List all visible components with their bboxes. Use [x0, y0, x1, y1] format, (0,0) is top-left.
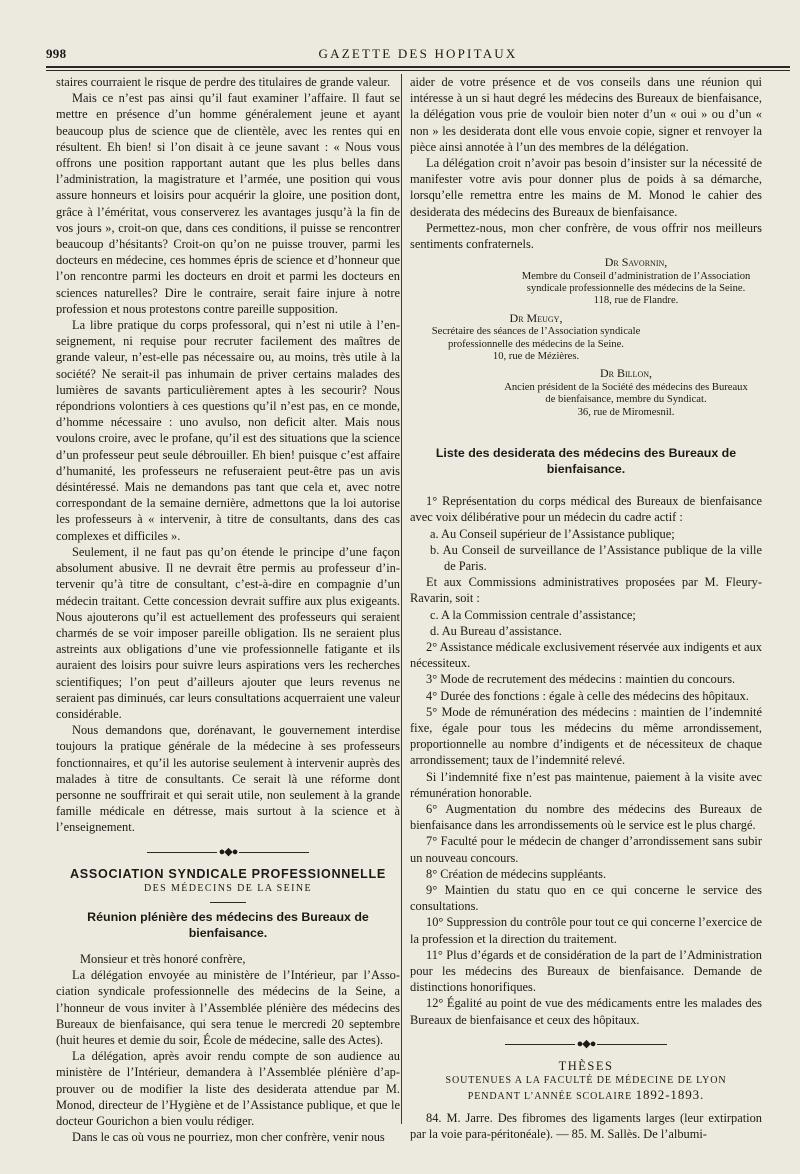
signature-line: professionnelle des médecins de la Seine.	[448, 338, 624, 350]
column-divider	[401, 74, 402, 1124]
list-item: 10° Suppression du contrôle pour tout ce qui concerne l’exercice de la profession et la direction du traitement.	[410, 915, 762, 946]
list-item: 3° Mode de recrutement des médecins : maintien du concours.	[426, 672, 736, 687]
article-paragraph: Mais ce n’est pas ainsi qu’il faut examiner l’affaire. Il faut se mettre en présence d’un homme généralement jeune et ayant beaucoup plus de science que de clientèle, avec les rentes qui en résultent. Eh bien! si l’on disait à ce jeune savant : « Nous vous offrons une position rapportant autant que les plus belles dans l’administration, la magistrature et l’armée, une position qui vous assure honneurs et loisirs pour acquérir la gloire, une position dont, grâce à l’éméritat, vous conserverez les avantages jusqu’à la fin de vos jours », croit-on que, dans ces conditions, il puisse se rencontrer beaucoup d’hésitants? Croit-on qu’on ne puisse trouver, parmi les docteurs en médecine, ces hommes épris de science et d’honneur que l’on rencontre parmi les docteurs en droit et parmi les docteurs en sciences naturelles? Dire le contraire, serait faire injure à notre profession et nous protestons contre pareille supposition.	[56, 91, 400, 316]
article-paragraph: staires courraient le risque de perdre des titulaires de grande valeur.	[56, 75, 391, 89]
page-header	[46, 44, 790, 64]
list-item: Si l’indemnité fixe n’est pas maintenue, paiement à la visite avec rémunération honorable.	[410, 769, 762, 800]
signature-name: Dr Savornin,	[604, 255, 668, 270]
list-subitem: d. Au Bureau d’assistance.	[430, 623, 562, 638]
letter-paragraph: La délégation, après avoir rendu compte de son audience au ministère de l’Intérieur, demandera à l’Assemblée plénière d’approuver ou de modifier la liste des desiderata attendue par M. Monod, directeur de l’Hygiène et de l’Assistance publique, et que le docteur Gourichon a bien voulu rédiger.	[56, 1049, 400, 1129]
signature-line: Secrétaire des séances de l’Association syndicale	[431, 326, 641, 338]
list-subitem: b. Au Conseil de surveillance de l’Assistance publique de la ville de Paris.	[430, 542, 762, 573]
theses-entry: 84. M. Jarre. Des fibromes des ligaments larges (leur extirpation par la voie para-péritonéale). — 85. M. Sallès. De l’albumi-	[410, 1111, 762, 1142]
running-title: GAZETTE DES HOPITAUX	[318, 46, 518, 61]
signature-line: Ancien président de la Société des médecins des Bureaux	[504, 381, 748, 393]
article-paragraph: La libre pratique du corps professoral, qui n’est ni utile à l’enseignement, ni requise pour recruter facilement des maîtres de grande valeur, n’est-elle pas nécessaire ou, au moins, très utile à la société? Ne serait-il pas inhumain de priver certains malades des lumières de savants particulièrement aptes à les secourir? Nous répondrions volontiers à ces questions qu’il n’est pas, en ce monde, d’homme nécessaire : uno avulso, non deficit alter. Mais nous voulons croire, avec le profane, qu’il est des situations que la science d’un professeur peut seule débrouiller. Eh bien! puisque c’est affaire d’humanité, les professeurs ne refuseraient peut-être pas un avis désintéressé. Mais ne demandons pas tant que cela et, avec notre correspondant de la semaine dernière, admettons que la loi autorise les professeurs à « intervenir, à titre de consultants, dans des cas complexes et difficiles ».	[56, 318, 400, 543]
theses-subtitle-2: PENDANT L’ANNÉE SCOLAIRE	[467, 1091, 633, 1103]
letter-paragraph: La délégation envoyée au ministère de l’Intérieur, par l’Association syndicale professionnelle des médecins de la Seine, a l’honneur de vous inviter à l’Assemblée plénière des médecins des Bureaux de bienfaisance, qui sera tenue le mercredi 20 septembre (huit heures et demie du soir, École de médecine, salle des Actes).	[56, 968, 400, 1048]
theses-title: THÈSES	[558, 1059, 614, 1074]
signature-line: syndicale professionnelle des médecins de la Seine.	[526, 283, 746, 295]
meeting-heading: Réunion plénière des médecins des Bureaux de bienfaisance.	[87, 910, 369, 941]
signature-name: Dr Meugy,	[509, 310, 563, 325]
page-number: 998	[46, 46, 67, 61]
theses-year-line	[410, 1088, 762, 1104]
signature-line: Membre du Conseil d’administration de l’Association	[521, 270, 751, 282]
header-rule-thin	[46, 70, 790, 71]
signature-line: 10, rue de Mézières.	[492, 351, 580, 363]
list-item: 5° Mode de rémunération des médecins : maintien de l’indemnité fixe, égale pour tous les médecins du même arrondissement, proportionnelle au nombre d’indigents et de nécessiteux de chaque arrondissement; taux de l’indemnité relevé.	[410, 704, 762, 768]
signature-name: Dr Billon,	[600, 366, 652, 381]
letter-paragraph: aider de votre présence et de vos conseils dans une réunion qui intéresse à un si haut degré les médecins des Bureaux de bienfaisance, la délégation vous prie de vouloir bien noter d’un « oui » ou d’un « non » les desiderata dont elle vous envoie copie, signer et renvoyer la pièce ainsi annotée à l’un des membres de la délégation.	[410, 75, 762, 154]
article-paragraph: Nous demandons que, dorénavant, le gouvernement interdise toujours la pratique générale de la médecine à ses professeurs fonctionnaires, et qu’il les autorise seulement à intervenir auprès des malades à titre de consultants. Ce serait là une réforme dont personne ne souffrirait et qui serait utile, non seulement à la grande famille médicale en détresse, mais surtout à la science et à l’enseignement.	[56, 723, 400, 835]
theses-year: 1892-1893.	[635, 1087, 705, 1103]
list-item: 11° Plus d’égards et de considération de la part de l’Administration pour les médecins des Bureaux de bienfaisance. Demande de distinctions honorifiques.	[410, 947, 762, 995]
signature-savornin	[410, 256, 762, 308]
list-subitem: c. A la Commission centrale d’assistance;	[430, 607, 636, 622]
salutation: Monsieur et très honoré confrère,	[80, 952, 246, 967]
signature-line: de bienfaisance, membre du Syndicat.	[545, 394, 707, 406]
list-item: 12° Égalité au point de vue des médicaments entre les malades des Bureaux de bienfaisance et ceux des hôpitaux.	[410, 996, 762, 1027]
section-subtitle: DES MÉDECINS DE LA SEINE	[143, 883, 313, 895]
list-item: 8° Création de médecins suppléants.	[426, 866, 607, 881]
signature-line: 118, rue de Flandre.	[593, 295, 679, 307]
signature-billon	[410, 367, 762, 419]
list-item: 7° Faculté pour le médecin de changer d’arrondissement sans subir un nouveau concours.	[410, 834, 762, 865]
left-column	[56, 74, 400, 1164]
signature-meugy	[410, 312, 762, 364]
list-item: 1° Représentation du corps médical des Bureaux de bienfaisance avec voix délibérative pour un médecin du cadre actif :	[410, 494, 762, 525]
list-item: 4° Durée des fonctions : égale à celle des médecins des hôpitaux.	[426, 688, 749, 703]
list-item: Et aux Commissions administratives proposées par M. Fleury-Ravarin, soit :	[410, 575, 762, 606]
letter-paragraph: Permettez-nous, mon cher confrère, de vous offrir nos meilleurs sentiments confraternels.	[410, 220, 762, 252]
letter-paragraph: La délégation croit n’avoir pas besoin d’insister sur la nécessité de manifester votre avis pour donner plus de poids à sa démarche, lorsqu’elle remettra entre les mains de M. Monod le cahier des desiderata des médecins des Bureaux de bienfaisance.	[410, 156, 762, 219]
header-rule-thick	[46, 66, 790, 68]
article-paragraph: Seulement, il ne faut pas qu’on étende le principe d’une façon absolument abusive. Il ne devrait être permis au professeur d’intervenir qu’à titre de consultant, c’est-à-dire en compagnie d’un médecin traitant. Cette concession devrait suffire aux plus exigeants. Nous ajouterons qu’il est actuellement des professeurs qui seraient charmés de se voir imposer pareille obligation. Ils ne seraient plus astreints aux obligations d’une vie professionnelle fatigante et ils auraient des loisirs pour suivre leurs aspirations vers les recherches scientifiques; l’on peut d’ailleurs ajouter que leurs revenus ne seraient pas diminués, car leurs consultations acquerraient une valeur considérable.	[56, 544, 400, 721]
section-separator: ●◆●	[410, 1038, 762, 1050]
section-title: ASSOCIATION SYNDICALE PROFESSIONNELLE	[69, 867, 387, 882]
section-separator: ●◆●	[56, 846, 400, 858]
list-subitem: a. Au Conseil supérieur de l’Assistance publique;	[430, 526, 675, 541]
right-column	[410, 74, 762, 1164]
signature-line: 36, rue de Miromesnil.	[577, 406, 675, 418]
list-item: 6° Augmentation du nombre des médecins des Bureaux de bienfaisance dans les arrondissements où le service est le plus chargé.	[410, 801, 762, 833]
short-rule	[210, 902, 246, 903]
list-item: 2° Assistance médicale exclusivement réservée aux indigents et aux nécessiteux.	[410, 639, 762, 671]
theses-subtitle: SOUTENUES A LA FACULTÉ DE MÉDECINE DE LYON	[445, 1075, 727, 1087]
list-item: 9° Maintien du statu quo en ce qui concerne le service des consultations.	[410, 882, 762, 914]
letter-paragraph: Dans le cas où vous ne pourriez, mon cher confrère, venir nous	[72, 1130, 385, 1145]
list-heading: Liste des desiderata des médecins des Bureaux de bienfaisance.	[435, 446, 737, 477]
